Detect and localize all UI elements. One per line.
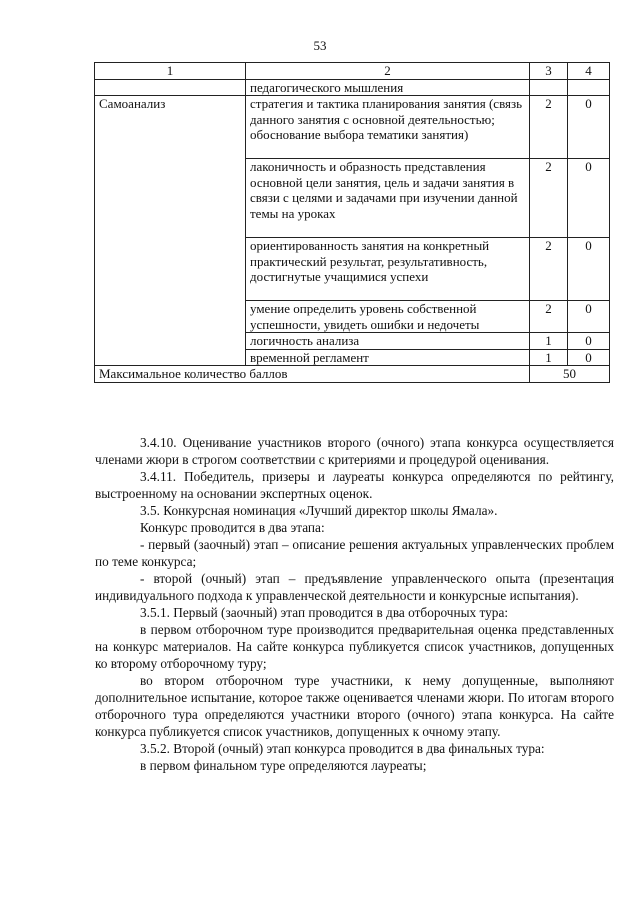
score-cell: 0 [568,159,610,238]
paragraph: 3.4.11. Победитель, призеры и лауреаты конкурса определяются по рейтингу, выстроенному на основании экспертных оценок. [95,469,614,501]
score-cell: 0 [568,96,610,159]
score-cell: 0 [568,333,610,350]
max-score-cell: 1 [530,349,568,366]
paragraph: - второй (очный) этап – предъявление управленческого опыта (презентация индивидуального подхода к управленческой деятельности и конкурсные испытания). [95,571,614,603]
paragraph: Конкурс проводится в два этапа: [140,520,325,535]
criterion-cell: педагогического мышления [246,79,530,96]
criterion-cell: стратегия и тактика планирования занятия (связь данного занятия с основной деятельностью; обоснование выбора тематики занятия) [246,96,530,159]
table-row [95,96,610,159]
total-value: 50 [530,366,610,383]
score-cell: 0 [568,238,610,301]
criterion-cell: лаконичность и образность представления основной цели занятия, цель и задачи занятия в связи с целями и задачами при изучении данной темы на уроках [246,159,530,238]
paragraph: - первый (заочный) этап – описание решения актуальных управленческих проблем по теме конкурса; [95,537,614,569]
table-header-cell: 4 [568,63,610,80]
score-cell: 0 [568,349,610,366]
body-text [95,434,614,774]
criterion-cell: умение определить уровень собственной успешности, увидеть ошибки и недочеты [246,301,530,333]
max-score-cell: 2 [530,96,568,159]
empty-cell [568,79,610,96]
paragraph: в первом финальном туре определяются лауреаты; [140,758,427,773]
paragraph: 3.4.10. Оценивание участников второго (очного) этапа конкурса осуществляется членами жюри в строгом соответствии с критериями и процедурой оценивания. [95,435,614,467]
table-header-cell: 3 [530,63,568,80]
paragraph: 3.5.1. Первый (заочный) этап проводится в два отборочных тура: [140,605,509,620]
table-header-cell: 1 [95,63,246,80]
score-cell: 0 [568,301,610,333]
max-score-cell: 2 [530,238,568,301]
paragraph: 3.5.2. Второй (очный) этап конкурса проводится в два финальных тура: [140,741,545,756]
paragraph: во втором отборочном туре участники, к нему допущенные, выполняют дополнительное испытание, которое также оценивается членами жюри. По итогам второго отборочного тура определяются участники второго (очного) этапа конкурса. На сайте конкурса публикуется список участников, допущенных к очному этапу. [95,673,614,739]
paragraph: в первом отборочном туре производится предварительная оценка представленных на конкурс материалов. На сайте конкурса публикуется список участников, допущенных ко второму отборочному туру; [95,622,614,671]
table-header-row [95,63,610,80]
max-score-cell: 2 [530,301,568,333]
paragraph: 3.5. Конкурсная номинация «Лучший директор школы Ямала». [140,503,498,518]
criteria-table [94,62,610,383]
criterion-cell: логичность анализа [246,333,530,350]
total-label: Максимальное количество баллов [95,366,530,383]
max-score-cell: 2 [530,159,568,238]
criterion-cell: временной регламент [246,349,530,366]
criterion-cell: ориентированность занятия на конкретный практический результат, результативность, достигнутые учащимися успехи [246,238,530,301]
empty-cell [530,79,568,96]
empty-cell [95,79,246,96]
section-title-cell: Самоанализ [95,96,246,366]
page-number: 53 [313,38,327,53]
total-row [95,366,610,383]
table-header-cell: 2 [246,63,530,80]
table-row [95,79,610,96]
max-score-cell: 1 [530,333,568,350]
